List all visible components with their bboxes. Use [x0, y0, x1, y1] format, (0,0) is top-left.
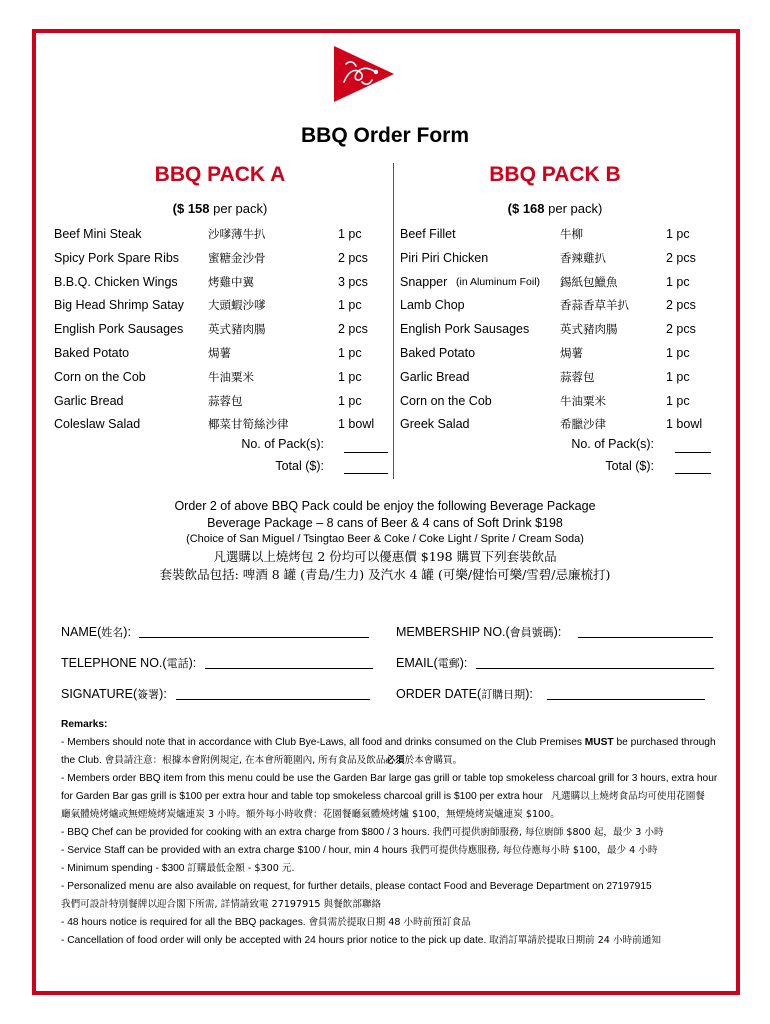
membership-label: MEMBERSHIP NO.(會員號碼): — [396, 625, 562, 639]
pack-a-packs-input[interactable] — [344, 452, 388, 453]
pack-b-packs-label: No. of Pack(s): — [571, 437, 654, 451]
pack-a-item-chinese-name: 焗薯 — [208, 346, 231, 360]
pack-a-item-name: Coleslaw Salad — [54, 417, 141, 432]
pack-b-item-name: Beef Fillet — [400, 227, 456, 241]
beverage-line-5: 套裝飲品包括: 啤酒 8 罐 (青島/生力) 及汽水 4 罐 (可樂/健怡可樂/雪碧/忌廉梳打) — [159, 567, 611, 582]
remark-line: for Garden Bar gas grill is $100 per extra hour and table top smokeless charcoal grill is $100 per extra hour 凡選購以上燒烤食品均可使用花園餐 — [61, 791, 705, 802]
pack-b-item-quantity: 1 pc — [666, 274, 690, 289]
pack-b-item-quantity: 2 pcs — [666, 298, 696, 313]
name-label: NAME(姓名): — [61, 625, 131, 639]
signature-field[interactable] — [176, 699, 370, 700]
remark-line: - Cancellation of food order will only be accepted with 24 hours prior notice to the pick up date. 取消訂單請於提取日期前 24 小時前通知 — [61, 935, 661, 946]
pack-b-item-name: Garlic Bread — [400, 369, 470, 384]
pack-b-item-quantity: 1 pc — [666, 369, 690, 384]
pack-b-item-name: Piri Piri Chicken — [400, 250, 489, 265]
name-field[interactable] — [139, 637, 369, 638]
pack-b-item-name: Corn on the Cob — [400, 393, 492, 408]
pack-a-item-name: Baked Potato — [54, 346, 130, 360]
pack-a-item-quantity: 2 pcs — [338, 250, 368, 265]
remark-line: 我們可設計特別餐牌以迎合閣下所需, 詳情請致電 27197915 與餐飲部聯絡 — [61, 899, 382, 910]
pack-a-item-chinese-name: 牛油粟米 — [208, 369, 254, 384]
pack-b-item-chinese-name: 牛油粟米 — [560, 393, 606, 408]
pack-b-item-quantity: 1 pc — [666, 227, 690, 241]
beverage-line-2: Beverage Package – 8 cans of Beer & 4 cans of Soft Drink $198 — [207, 516, 563, 530]
email-field[interactable] — [476, 668, 714, 669]
pack-b-item-chinese-name: 焗薯 — [560, 346, 583, 360]
pack-a-item-chinese-name: 沙嗲薄牛扒 — [208, 227, 266, 241]
pack-a-item-chinese-name: 椰菜甘筍絲沙律 — [208, 417, 289, 432]
pack-b-item-note: (in Aluminum Foil) — [456, 275, 541, 288]
pack-a-item-name: Beef Mini Steak — [54, 227, 142, 241]
pack-a-heading: BBQ PACK A — [154, 163, 286, 186]
pack-b-item-chinese-name: 牛柳 — [560, 227, 583, 241]
membership-field[interactable] — [578, 637, 713, 638]
pack-a-item-chinese-name: 英式豬肉腸 — [208, 322, 266, 337]
remark-line: - Members should note that in accordance with Club Bye-Laws, all food and drinks consumed on the Club Premises MUST be purchased through — [61, 737, 716, 748]
pack-a-item-quantity: 2 pcs — [338, 322, 368, 337]
pack-b-price: ($ 168 per pack) — [507, 201, 603, 216]
pack-a-item-chinese-name: 蜜糖金沙骨 — [208, 250, 266, 265]
pack-a-item-quantity: 1 pc — [338, 393, 362, 408]
pack-b-item-name: English Pork Sausages — [400, 322, 530, 337]
telephone-label: TELEPHONE NO.(電話): — [61, 656, 197, 670]
pack-a-item-name: English Pork Sausages — [54, 322, 184, 337]
remarks-section — [61, 716, 731, 950]
signature-label: SIGNATURE(簽署): — [61, 687, 167, 701]
pack-a-item-quantity: 1 pc — [338, 369, 362, 384]
pack-b-heading: BBQ PACK B — [489, 163, 621, 186]
pack-a-item-name: Garlic Bread — [54, 393, 124, 408]
pack-a-item-quantity: 1 bowl — [338, 417, 375, 432]
pack-b-item-name: Greek Salad — [400, 417, 470, 432]
order-date-field[interactable] — [547, 699, 705, 700]
pack-b-item-quantity: 1 pc — [666, 346, 690, 360]
remark-line: - 48 hours notice is required for all the BBQ packages. 會員需於提取日期 48 小時前預訂食品 — [61, 917, 471, 928]
dragon-pennant-icon — [332, 42, 396, 106]
pack-b-item-quantity: 1 bowl — [666, 417, 703, 432]
pack-a-item-chinese-name: 蒜蓉包 — [208, 393, 243, 408]
pack-b-item-chinese-name: 蒜蓉包 — [560, 369, 595, 384]
remark-line: the Club. 會員請注意：根據本會附例規定, 在本會所範圍內, 所有食品及飲品必須於本會購買。 — [61, 755, 463, 766]
remark-line: - Minimum spending - $300 訂購最低金額 - $300 元. — [61, 863, 295, 874]
pack-b-item-chinese-name: 香辣雞扒 — [560, 250, 606, 265]
beverage-line-4: 凡選購以上燒烤包 2 份均可以優惠價 $198 購買下列套裝飲品 — [213, 549, 557, 564]
pack-b-total-label: Total ($): — [605, 459, 654, 473]
pack-b-item-quantity: 2 pcs — [666, 322, 696, 337]
remark-line: - BBQ Chef can be provided for cooking with an extra charge from $800 / 3 hours. 我們可提供廚師服務, 每位廚師 $800 起，最少 3 小時 — [61, 827, 664, 838]
pack-a-total-label: Total ($): — [275, 459, 324, 473]
pack-b-item-name: Baked Potato — [400, 346, 476, 360]
remarks-heading: Remarks: — [61, 719, 108, 730]
pack-b-item-name: Snapper — [400, 274, 448, 289]
beverage-line-1: Order 2 of above BBQ Pack could be enjoy the following Beverage Package — [174, 499, 596, 513]
page-title: BBQ Order Form — [300, 124, 470, 147]
pack-a-item-quantity: 1 pc — [338, 298, 362, 313]
remark-line: - Members order BBQ item from this menu could be use the Garden Bar large gas grill or table top smokeless charcoal grill for 3 hours, extra hour — [61, 773, 718, 784]
pack-a-item-name: Spicy Pork Spare Ribs — [54, 250, 180, 265]
pack-b-item-quantity: 1 pc — [666, 393, 690, 408]
pack-a-packs-label: No. of Pack(s): — [241, 437, 324, 451]
pack-b-item-chinese-name: 錫紙包鱲魚 — [560, 274, 618, 289]
pack-a-item-quantity: 3 pcs — [338, 274, 368, 289]
order-date-label: ORDER DATE(訂購日期): — [396, 687, 533, 701]
remark-line: - Personalized menu are also available on request, for further details, please contact Food and Beverage Department on 27197915 — [61, 881, 652, 892]
pack-a-item-chinese-name: 烤雞中翼 — [208, 274, 254, 289]
pack-b-total-input[interactable] — [675, 473, 711, 474]
pack-a-item-chinese-name: 大頭蝦沙嗲 — [208, 298, 266, 313]
pack-a-item-name: Big Head Shrimp Satay — [54, 298, 184, 313]
beverage-line-3: (Choice of San Miguel / Tsingtao Beer & Coke / Coke Light / Sprite / Cream Soda) — [186, 533, 584, 545]
column-divider — [393, 163, 394, 479]
pack-b-item-chinese-name: 香蒜香草羊扒 — [560, 298, 629, 313]
pack-b-packs-input[interactable] — [675, 452, 711, 453]
pack-a-item-quantity: 1 pc — [338, 227, 362, 241]
remark-line: 廳氣體燒烤爐或無煙燒烤炭爐連炭 3 小時。額外每小時收費：花園餐廳氣體燒烤爐 $100，無煙燒烤炭爐連炭 $100。 — [61, 809, 560, 820]
pack-a-total-input[interactable] — [344, 473, 388, 474]
pack-a-item-name: Corn on the Cob — [54, 369, 146, 384]
pack-b-item-chinese-name: 英式豬肉腸 — [560, 322, 618, 337]
pack-a-price: ($ 158 per pack) — [172, 201, 268, 216]
telephone-field[interactable] — [205, 668, 373, 669]
pack-b-item-chinese-name: 希臘沙律 — [560, 417, 606, 432]
pack-a-item-quantity: 1 pc — [338, 346, 362, 360]
pack-b-item-quantity: 2 pcs — [666, 250, 696, 265]
email-label: EMAIL(電郵): — [396, 656, 468, 670]
pack-b-item-name: Lamb Chop — [400, 298, 465, 313]
pack-a-item-name: B.B.Q. Chicken Wings — [54, 274, 178, 289]
remark-line: - Service Staff can be provided with an extra charge $100 / hour, min 4 hours 我們可提供侍應服務, 每位侍應每小時 $100，最少 4 小時 — [61, 845, 658, 856]
